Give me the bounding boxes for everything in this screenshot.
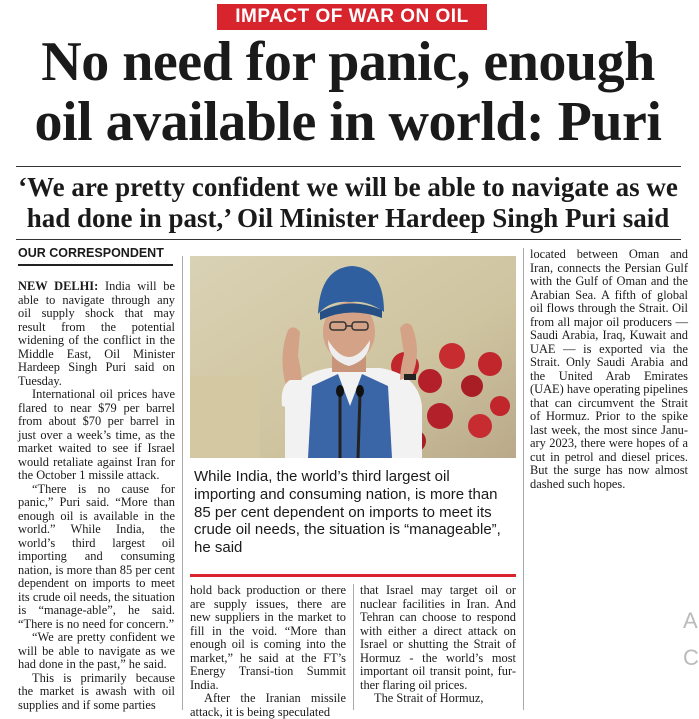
divider: [16, 166, 681, 167]
article-column-3: [360, 584, 516, 706]
paragraph: This is primarily because the market is awash with oil supplies and if some parties: [18, 670, 175, 712]
article-column-4: [530, 248, 688, 491]
section-banner: IMPACT OF WAR ON OIL: [217, 4, 487, 30]
paragraph: After the Iranian missile attack, it is being speculated: [190, 691, 346, 719]
man-in-blue-turban-speaking-at-podium-icon: [190, 256, 516, 458]
paragraph: International oil prices have flared to near $79 per barrel from about $70 per barrel in just over a week’s time, as the market waited to see if Israel would retaliate against Iran for the October 1 missile attack.: [18, 387, 175, 482]
headline: No need for panic, enough oil available in world: Puri: [34, 31, 662, 153]
article-column-1: [18, 280, 175, 712]
paragraph-text: India will be able to navigate through any oil supply shock that may result from the potential widening of the conflict in the Middle East, Oil Minister Hardeep Singh Puri said on Tuesday.: [18, 279, 175, 388]
news-photo: [190, 256, 516, 458]
paragraph: “There is no cause for panic,” Puri said. “More than enough oil is available in the world.” While India, the world’s third largest oil importing and consuming nation, is more than 85 per cent dependent on imports to meet its crude oil needs, the situation is “manage-able”, he said. “There is no need for concern.”: [18, 481, 175, 631]
paragraph: The Strait of Hormuz,: [374, 691, 484, 705]
column-divider: [523, 248, 524, 710]
column-divider: [353, 584, 354, 710]
article-column-2: [190, 584, 346, 719]
pull-quote-rule: [190, 574, 516, 577]
paragraph: located between Oman and Iran, connects the Persian Gulf with the Gulf of Oman and the Arabian Sea. A fifth of global oil flows through the Strait. Oil from all major oil producers — Saudi Arabia, Iraq, Kuwait and UAE — is exported via the Strait. Only Saudi Arabia and the United Arab Emirates (UAE) have operating pipelines that can circumvent the Strait of Hormuz. Prior to the spike last week, the most since Janu-ary 2023, there were hopes of a cut in petrol and diesel prices. But the surge has now almost dashed such hopes.: [530, 247, 688, 491]
column-divider: [182, 256, 183, 710]
byline: OUR CORRESPONDENT: [18, 246, 173, 266]
paragraph: hold back production or there are supply issues, there are new suppliers in the market to fill in the void. “More than enough oil is coming into the market,” he said at the FT’s Energy Transi-tion Summit India.: [190, 583, 346, 692]
paragraph: that Israel may target oil or nuclear facilities in Iran. And Tehran can choose to respond with either a direct attack on Israel or shutting the Strait of Hormuz - the world’s most important oil transit point, fur-ther flaring oil prices.: [360, 583, 516, 692]
divider: [16, 239, 681, 240]
pull-quote: While India, the world’s third largest oil importing and consuming nation, is more than 85 per cent dependent on imports to meet its crude oil needs, the situation is “manageable”, he said: [194, 468, 501, 557]
subheadline: ‘We are pretty confident we will be able to navigate as we had done in past,’ Oil Minister Hardeep Singh Puri said: [18, 172, 678, 233]
paragraph: [18, 280, 175, 388]
edge-glyph: A: [683, 608, 698, 633]
paragraph: “We are pretty confident we will be able to navigate as we had done in the past,” he said.: [18, 630, 175, 671]
edge-glyph: C: [683, 645, 699, 670]
dateline: NEW DELHI:: [18, 279, 99, 293]
